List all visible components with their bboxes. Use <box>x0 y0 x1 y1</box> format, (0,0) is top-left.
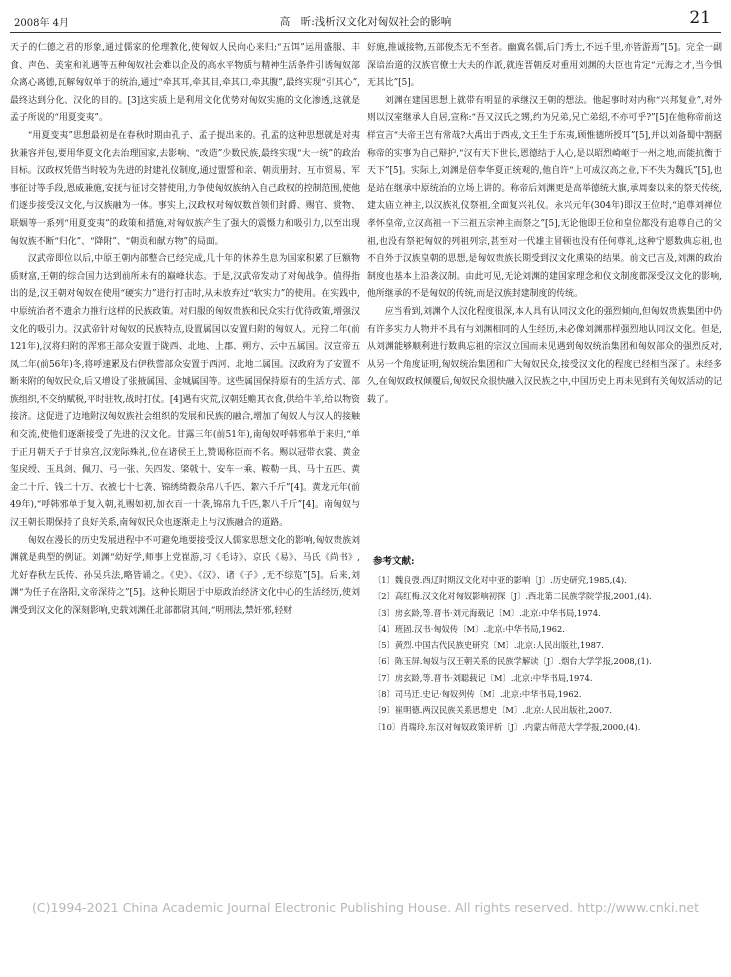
left-column <box>10 40 360 621</box>
reference-item: 〔6〕陈玉屏.匈奴与汉王朝关系的民族学解读〔J〕.烟台大学学报,2008,(1). <box>373 656 652 667</box>
reference-item: 〔7〕房玄龄,等.晋书·刘聪载记〔M〕.北京:中华书局,1974. <box>373 672 593 683</box>
references-heading: 参考文献: <box>373 556 415 567</box>
right-column <box>367 40 722 409</box>
issue-date: 2008年 4月 <box>14 18 69 29</box>
reference-item: 〔4〕班固.汉书·匈奴传〔M〕.北京:中华书局,1962. <box>373 623 565 634</box>
reference-item: 〔10〕肖瑞玲.东汉对匈奴政策评析〔J〕.内蒙古师范大学学报,2000,(4). <box>373 721 641 732</box>
reference-item: 〔3〕房玄龄,等.晋书·刘元海载记〔M〕.北京:中华书局,1974. <box>373 607 601 618</box>
paragraph: 应当看到,刘渊个人汉化程度很深,本人具有认同汉文化的强烈倾向,但匈奴贵族集团中仍有许多实力人物并不具有与刘渊相同的人生经历,未必像刘渊那样强烈地认同汉文化。但是,从刘渊能够顺利进行数典忘祖的宗汉立国而未见遇到匈奴统治集团和匈奴部众的强烈反对,从另一个角度证明,匈奴统治集团和广大匈奴民众,接受汉文化的程度已经相当深了。未经多久,在匈奴政权倾覆后,匈奴民众很快融入汉民族之中,中国历史上再未见到有关匈奴活动的记载了。 <box>367 306 722 405</box>
copyright-footer: (C)1994-2021 China Academic Journal Electronic Publishing House. All rights reserved. http://www.cnki.net <box>32 900 699 915</box>
running-title: 高 昕:浅析汉文化对匈奴社会的影响 <box>279 16 452 28</box>
paragraph: 汉武帝即位以后,中原王朝内部整合已经完成,几十年的休养生息为国家积累了巨额物质财富,王朝的综合国力达到前所未有的巅峰状态。于是,汉武帝发动了对匈战争。值得指出的是,汉王朝对匈奴在使用“硬实力”进行打击时,从未放弃过“软实力”的使用。在实践中,中原统治者不遗余力推行这样的民族政策。对归服的匈奴贵族和民众实行优待政策,增强汉文化的吸引力。汉武帝针对匈奴的民族特点,设置属国以安置归附的匈奴人。元狩二年(前121年),汉将归附的浑邪王部众安置于陇西、北地、上郡、朔方、云中五属国。汉宣帝五凤二年(前56年)冬,将呼速累及右伊秩訾部众安置于西河、北地二属国。汉政府为了安置不断来附的匈奴民众,后又增设了张掖属国、金城属国等。这些属国保持原有的生活方式、部族组织,不交纳赋税,平时驻牧,战时打仗。[4]遇有灾荒,汉朝廷赡其衣食,供给牛羊,给以物资接济。这促进了边地附汉匈奴族社会组织的发展和民族的融合,增加了匈奴人与汉人的接触和交流,使他们逐渐接受了先进的汉文化。甘露三年(前51年),南匈奴呼韩邪单于来归,“单于正月朝天子于甘泉宫,汉宠际殊礼,位在诸侯王上,赞谒称臣而不名。赐以冠带衣裳、黄金玺戾绶、玉具剑、佩刀、弓一张、矢四发、棨戟十、安车一乘、鞍勒一具、马十五匹、黄金二十斤、钱二十万、衣被七十七袭、锦绣绮縠杂帛八千匹、絮六千斤”[4]。黄龙元年(前49年),“呼韩邪单于复入朝,礼赐如初,加衣百一十袭,锦帛九千匹,絮八千斤”[4]。南匈奴与汉王朝长期保持了良好关系,南匈奴民众也逐渐走上与汉族融合的道路。 <box>10 254 360 529</box>
page-number: 21 <box>689 8 711 28</box>
header-rule <box>10 32 721 33</box>
paragraph: 匈奴在漫长的历史发展进程中不可避免地要接受汉人儒家思想文化的影响,匈奴贵族刘渊就是典型的例证。刘渊“幼好学,师事上党崔游,习《毛诗》、京氏《易》、马氏《尚书》,尤好春秋左氏传、孙吴兵法,略皆诵之。《史》、《汉》、诸《子》,无不综览”[5]。后来,刘渊“为任子在洛阳,文帝深待之”[5]。这种长期居于中原政治经济文化中心的生活经历,使刘渊受到汉文化的深刻影响,史载刘渊任北部都尉其间,“明刑法,禁奸邪,轻财 <box>10 535 360 616</box>
paragraph: 好施,推诚接物,五部俊杰无不至者。幽冀名儒,后门秀士,不远千里,亦皆游焉”[5]。完全一副深谙治道的汉族官僚士大夫的作派,就连晋朝反对重用刘渊的大臣也肯定“元海之才,当今惧无其比”[5]。 <box>367 43 722 89</box>
reference-item: 〔5〕黄烈.中国古代民族史研究〔M〕.北京:人民出版社,1987. <box>373 640 604 651</box>
paragraph: “用夏变夷”思想最初是在春秋时期由孔子、孟子提出来的。孔孟的这种思想就是对夷狄兼容并包,要用华夏文化去治理国家,去影响、“改造”少数民族,最终实现“大一统”的政治目标。汉政权凭借当时较为先进的封建礼仪制度,通过盟誓和亲、朝贡册封、互市贸易、军事征讨等手段,恩威兼施,安抚与征讨交替使用,力争使匈奴族纳入自己政权的控制范围,使他们逐步接受汉文化,与汉族融为一体。事实上,汉政权对匈奴数首领们封爵、赐官、赏物、联姻等一系列“用夏变夷”的政策和措施,对匈奴族产生了强大的震慑力和吸引力,以至出现匈奴族不断“归化”、“降附”、“朝贡和献方物”的局面。 <box>10 130 360 247</box>
paragraph: 刘渊在建国思想上就带有明显的承继汉王朝的想法。他起事时对内称“兴邦复业”,对外则以汉室继承人自居,宣称:“吾又汉氏之甥,约为兄弟,兄亡弟绍,不亦可乎?”[5]在他称帝前这样宣言“夫帝王岂有常哉?大禹出于西戎,文王生于东夷,顾惟德所授耳”[5],并以刘备蜀中割据称帝的实事为自己辩护,“汉有天下世长,恩德结于人心,是以昭烈崎岖于一州之地,而能抗衡于天下”[5]。实际上,刘渊是倍奉华夏正统观的,他自许“上可成汉高之业,下不失为魏氏”[5],也是站在继承中原统治的立场上讲的。称帝后刘渊更是高举德统大旗,承周秦以来的祭天传统,建太庙立神主,以汉族礼仪祭祖,全面复兴礼仪。永兴元年(304年)即汉王位时,“追尊刘禅位孝怀皇帝,立汉高祖一下三祖五宗神主而祭之”[5],无论他即王位和皇位都没有追尊自己的父祖,也没有祭祀匈奴的列祖列宗,甚至对一代雄主冒顿也没有任何尊礼,这种宁愿数典忘祖,也不自外于汉族皇朝的思想,是匈奴贵族长期受到汉文化熏染的结果。前文已言及,刘渊的政治制度也基本上沿袭汉制。由此可见,无论刘渊的建国家理念和仪文制度都深受汉文化的影响,他所继承的不是匈奴的传统,而是汉族封建制度的传统。 <box>367 95 722 300</box>
reference-item: 〔8〕司马迁.史记·匈奴列传〔M〕.北京:中华书局,1962. <box>373 689 582 700</box>
references-list <box>373 572 718 735</box>
reference-item: 〔9〕崔明德.两汉民族关系思想史〔M〕.北京:人民出版社,2007. <box>373 705 613 716</box>
paragraph: 天子的仁德之君的形象,通过儒家的伦理教化,使匈奴人民向心来归;“五饵”运用盛服、丰食、声色、美室和礼遇等五种匈奴社会难以企及的高水平物质与精神生活条件引诱匈奴部众离心离德,瓦解匈奴单于的统治,通过“牵其耳,牵其目,牵其口,牵其腹”,最终实现“引其心”,最终达到分化、汉化的目的。[3]这实质上是利用文化优势对匈奴实施的文化渗透,这就是孟子所说的“用夏变夷”。 <box>10 43 360 124</box>
reference-item: 〔2〕高红梅.汉文化对匈奴影响初探〔J〕.西北第二民族学院学报,2001,(4). <box>373 591 652 602</box>
reference-item: 〔1〕魏良弢.西辽时期汉文化对中亚的影响〔J〕.历史研究,1985,(4). <box>373 575 627 585</box>
page-header <box>0 0 731 36</box>
